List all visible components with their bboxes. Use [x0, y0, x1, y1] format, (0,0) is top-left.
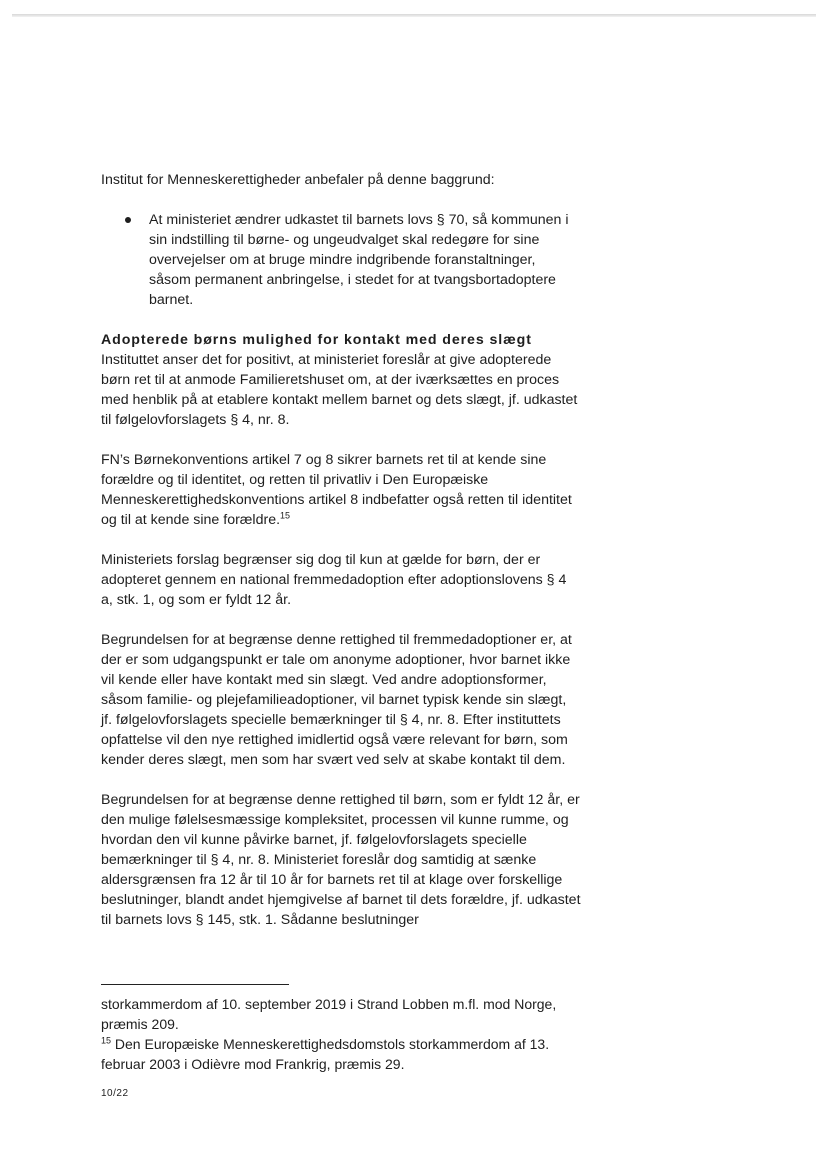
intro-text: Institut for Menneskerettigheder anbefaler på denne baggrund:: [101, 172, 495, 188]
paragraph: Begrundelsen for at begrænse denne rettighed til fremmedadoptioner er, at der er som udgangspunkt er tale om anonyme adoptioner, hvor barnet ikke vil kende eller have kontakt med sin slægt. Ved andre adoptionsformer, såsom familie- og plejefamilieadoptioner, vil barnet typisk kende sin slægt, jf. følgelovforslagets specielle bemærkninger til § 4, nr. 8. Efter instituttets opfattelse vil den nye rettighed imidlertid også være relevant for børn, som kender deres slægt, men som har svært ved selv at skabe kontakt til dem.: [101, 632, 572, 768]
footnotes: [101, 994, 581, 1074]
page-number: 10/22: [101, 1088, 129, 1099]
paragraph: Ministeriets forslag begrænser sig dog til kun at gælde for børn, der er adopteret gennem en national fremmedadoption efter adoptionslovens § 4 a, stk. 1, og som er fyldt 12 år.: [101, 552, 567, 608]
scan-edge: [12, 14, 816, 17]
footnote-divider: [101, 984, 289, 985]
paragraph-text: FN’s Børnekonventions artikel 7 og 8 sikrer barnets ret til at kende sine forældre og til identitet, og retten til privatliv i Den Europæiske Menneskerettighedskonventions artikel 8 indbefatter også retten til identitet og til at kende sine forældre.: [101, 452, 572, 528]
document-body: [101, 170, 581, 950]
list-item-text: At ministeriet ændrer udkastet til barnets lovs § 70, så kommunen i sin indstilling til børne- og ungeudvalget skal redegøre for sine overvejelser om at bruge mindre indgribende foranstaltninger, såsom permanent anbringelse, i stedet for at tvangsbortadoptere barnet.: [149, 212, 569, 308]
paragraph: Instituttet anser det for positivt, at ministeriet foreslår at give adopterede børn ret til at anmode Familieretshuset om, at der iværksættes en proces med henblik på at etablere kontakt mellem barnet og dets slægt, jf. udkastet til følgelovforslagets § 4, nr. 8.: [101, 352, 578, 428]
paragraph: [101, 450, 581, 530]
section-heading: Adopterede børns mulighed for kontakt med deres slægt: [101, 332, 532, 348]
footnote-number: 15: [101, 1035, 112, 1046]
paragraph: Begrundelsen for at begrænse denne rettighed til børn, som er fyldt 12 år, er den mulige følelsesmæssige kompleksitet, processen vil kunne rumme, og hvordan den vil kunne påvirke barnet, jf. følgelovforslagets specielle bemærkninger til § 4, nr. 8. Ministeriet foreslår dog samtidig at sænke aldersgrænsen fra 12 år til 10 år for barnets ret til at klage over forskellige beslutninger, blandt andet hjemgivelse af barnet til dets forældre, jf. udkastet til barnets lovs § 145, stk. 1. Sådanne beslutninger: [101, 792, 581, 928]
list-item: [101, 210, 581, 310]
footnote-15: [101, 1034, 581, 1074]
footnote-reference[interactable]: 15: [280, 510, 291, 521]
footnote-text: Den Europæiske Menneskerettighedsdomstols storkammerdom af 13. februar 2003 i Odièvre mod Frankrig, præmis 29.: [101, 1036, 550, 1072]
footnote-continuation: storkammerdom af 10. september 2019 i Strand Lobben m.fl. mod Norge, præmis 209.: [101, 996, 557, 1032]
bullet-icon: [125, 217, 131, 223]
recommendation-list: [101, 210, 581, 310]
